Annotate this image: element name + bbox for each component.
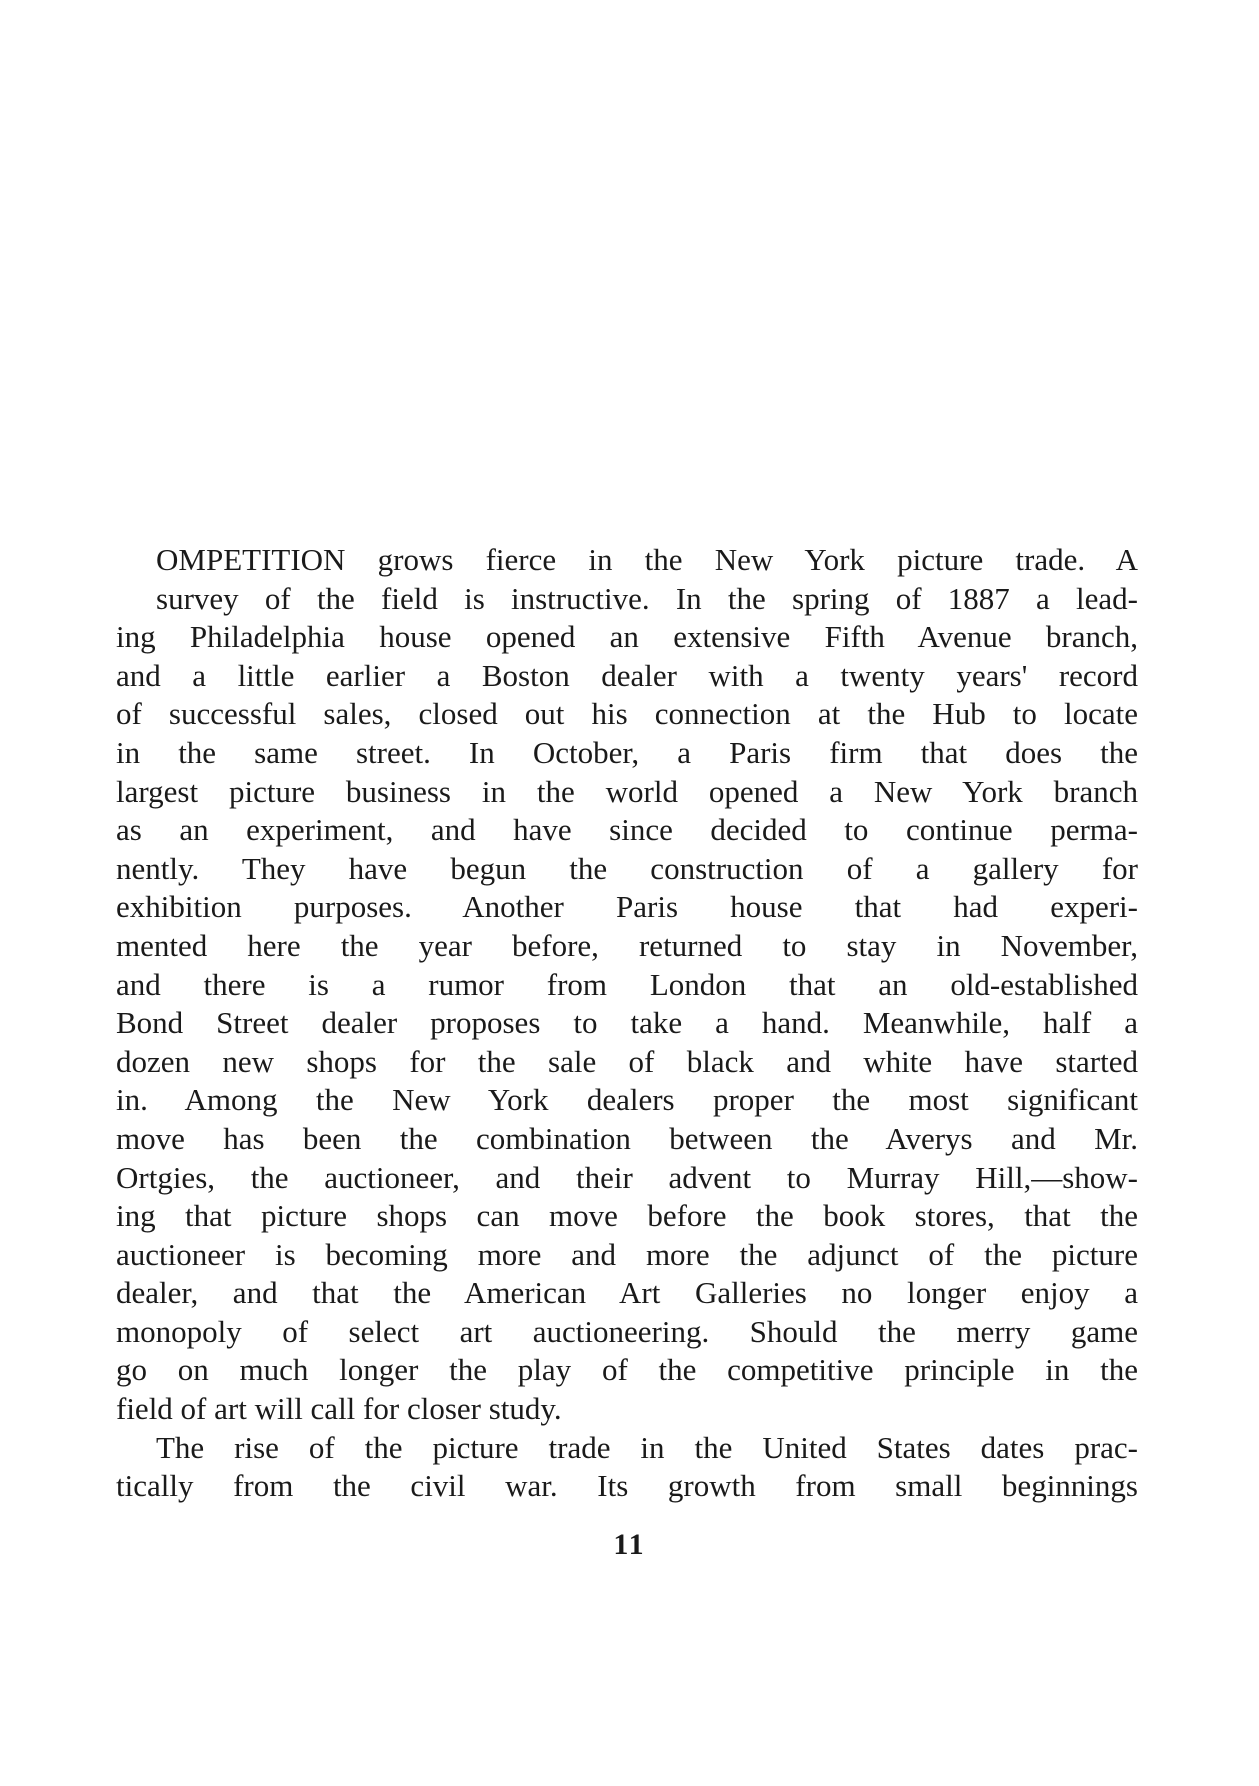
text-line: tically from the civil war. Its growth from small beginnings bbox=[116, 1468, 1138, 1504]
text-line: and there is a rumor from London that an old-established bbox=[116, 966, 1138, 1002]
text-line: monopoly of select art auctioneering. Should the merry game bbox=[116, 1313, 1138, 1349]
text-line: dealer, and that the American Art Galleries no longer enjoy a bbox=[116, 1275, 1138, 1311]
text-line: Bond Street dealer proposes to take a hand. Meanwhile, half a bbox=[116, 1005, 1138, 1041]
text-line: in. Among the New York dealers proper the most significant bbox=[116, 1082, 1138, 1118]
text-line: Ortgies, the auctioneer, and their advent to Murray Hill,—show- bbox=[116, 1159, 1138, 1195]
text-line: ing that picture shops can move before the book stores, that the bbox=[116, 1198, 1138, 1234]
text-line: nently. They have begun the construction of a gallery for bbox=[116, 850, 1138, 886]
text-line: and a little earlier a Boston dealer with a twenty years' record bbox=[116, 657, 1138, 693]
page-number: 11 bbox=[613, 1528, 646, 1561]
body-text bbox=[116, 541, 1138, 1506]
text-line: move has been the combination between the Averys and Mr. bbox=[116, 1120, 1138, 1156]
text-line: auctioneer is becoming more and more the adjunct of the picture bbox=[116, 1236, 1138, 1272]
text-line: largest picture business in the world opened a New York branch bbox=[116, 773, 1138, 809]
text-line: survey of the field is instructive. In the spring of 1887 a lead- bbox=[156, 580, 1138, 616]
text-line: The rise of the picture trade in the United States dates prac- bbox=[156, 1429, 1138, 1465]
text-line: go on much longer the play of the competitive principle in the bbox=[116, 1352, 1138, 1388]
text-line: mented here the year before, returned to stay in November, bbox=[116, 927, 1138, 963]
text-line: dozen new shops for the sale of black and white have started bbox=[116, 1043, 1138, 1079]
text-line: ing Philadelphia house opened an extensive Fifth Avenue branch, bbox=[116, 619, 1138, 655]
text-line: in the same street. In October, a Paris firm that does the bbox=[116, 734, 1138, 770]
text-line: of successful sales, closed out his connection at the Hub to locate bbox=[116, 696, 1138, 732]
text-line: OMPETITION grows fierce in the New York picture trade. A bbox=[156, 542, 1138, 577]
text-line: field of art will call for closer study. bbox=[116, 1391, 562, 1427]
text-line: exhibition purposes. Another Paris house that had experi- bbox=[116, 889, 1138, 925]
text-line: as an experiment, and have since decided to continue perma- bbox=[116, 812, 1138, 848]
